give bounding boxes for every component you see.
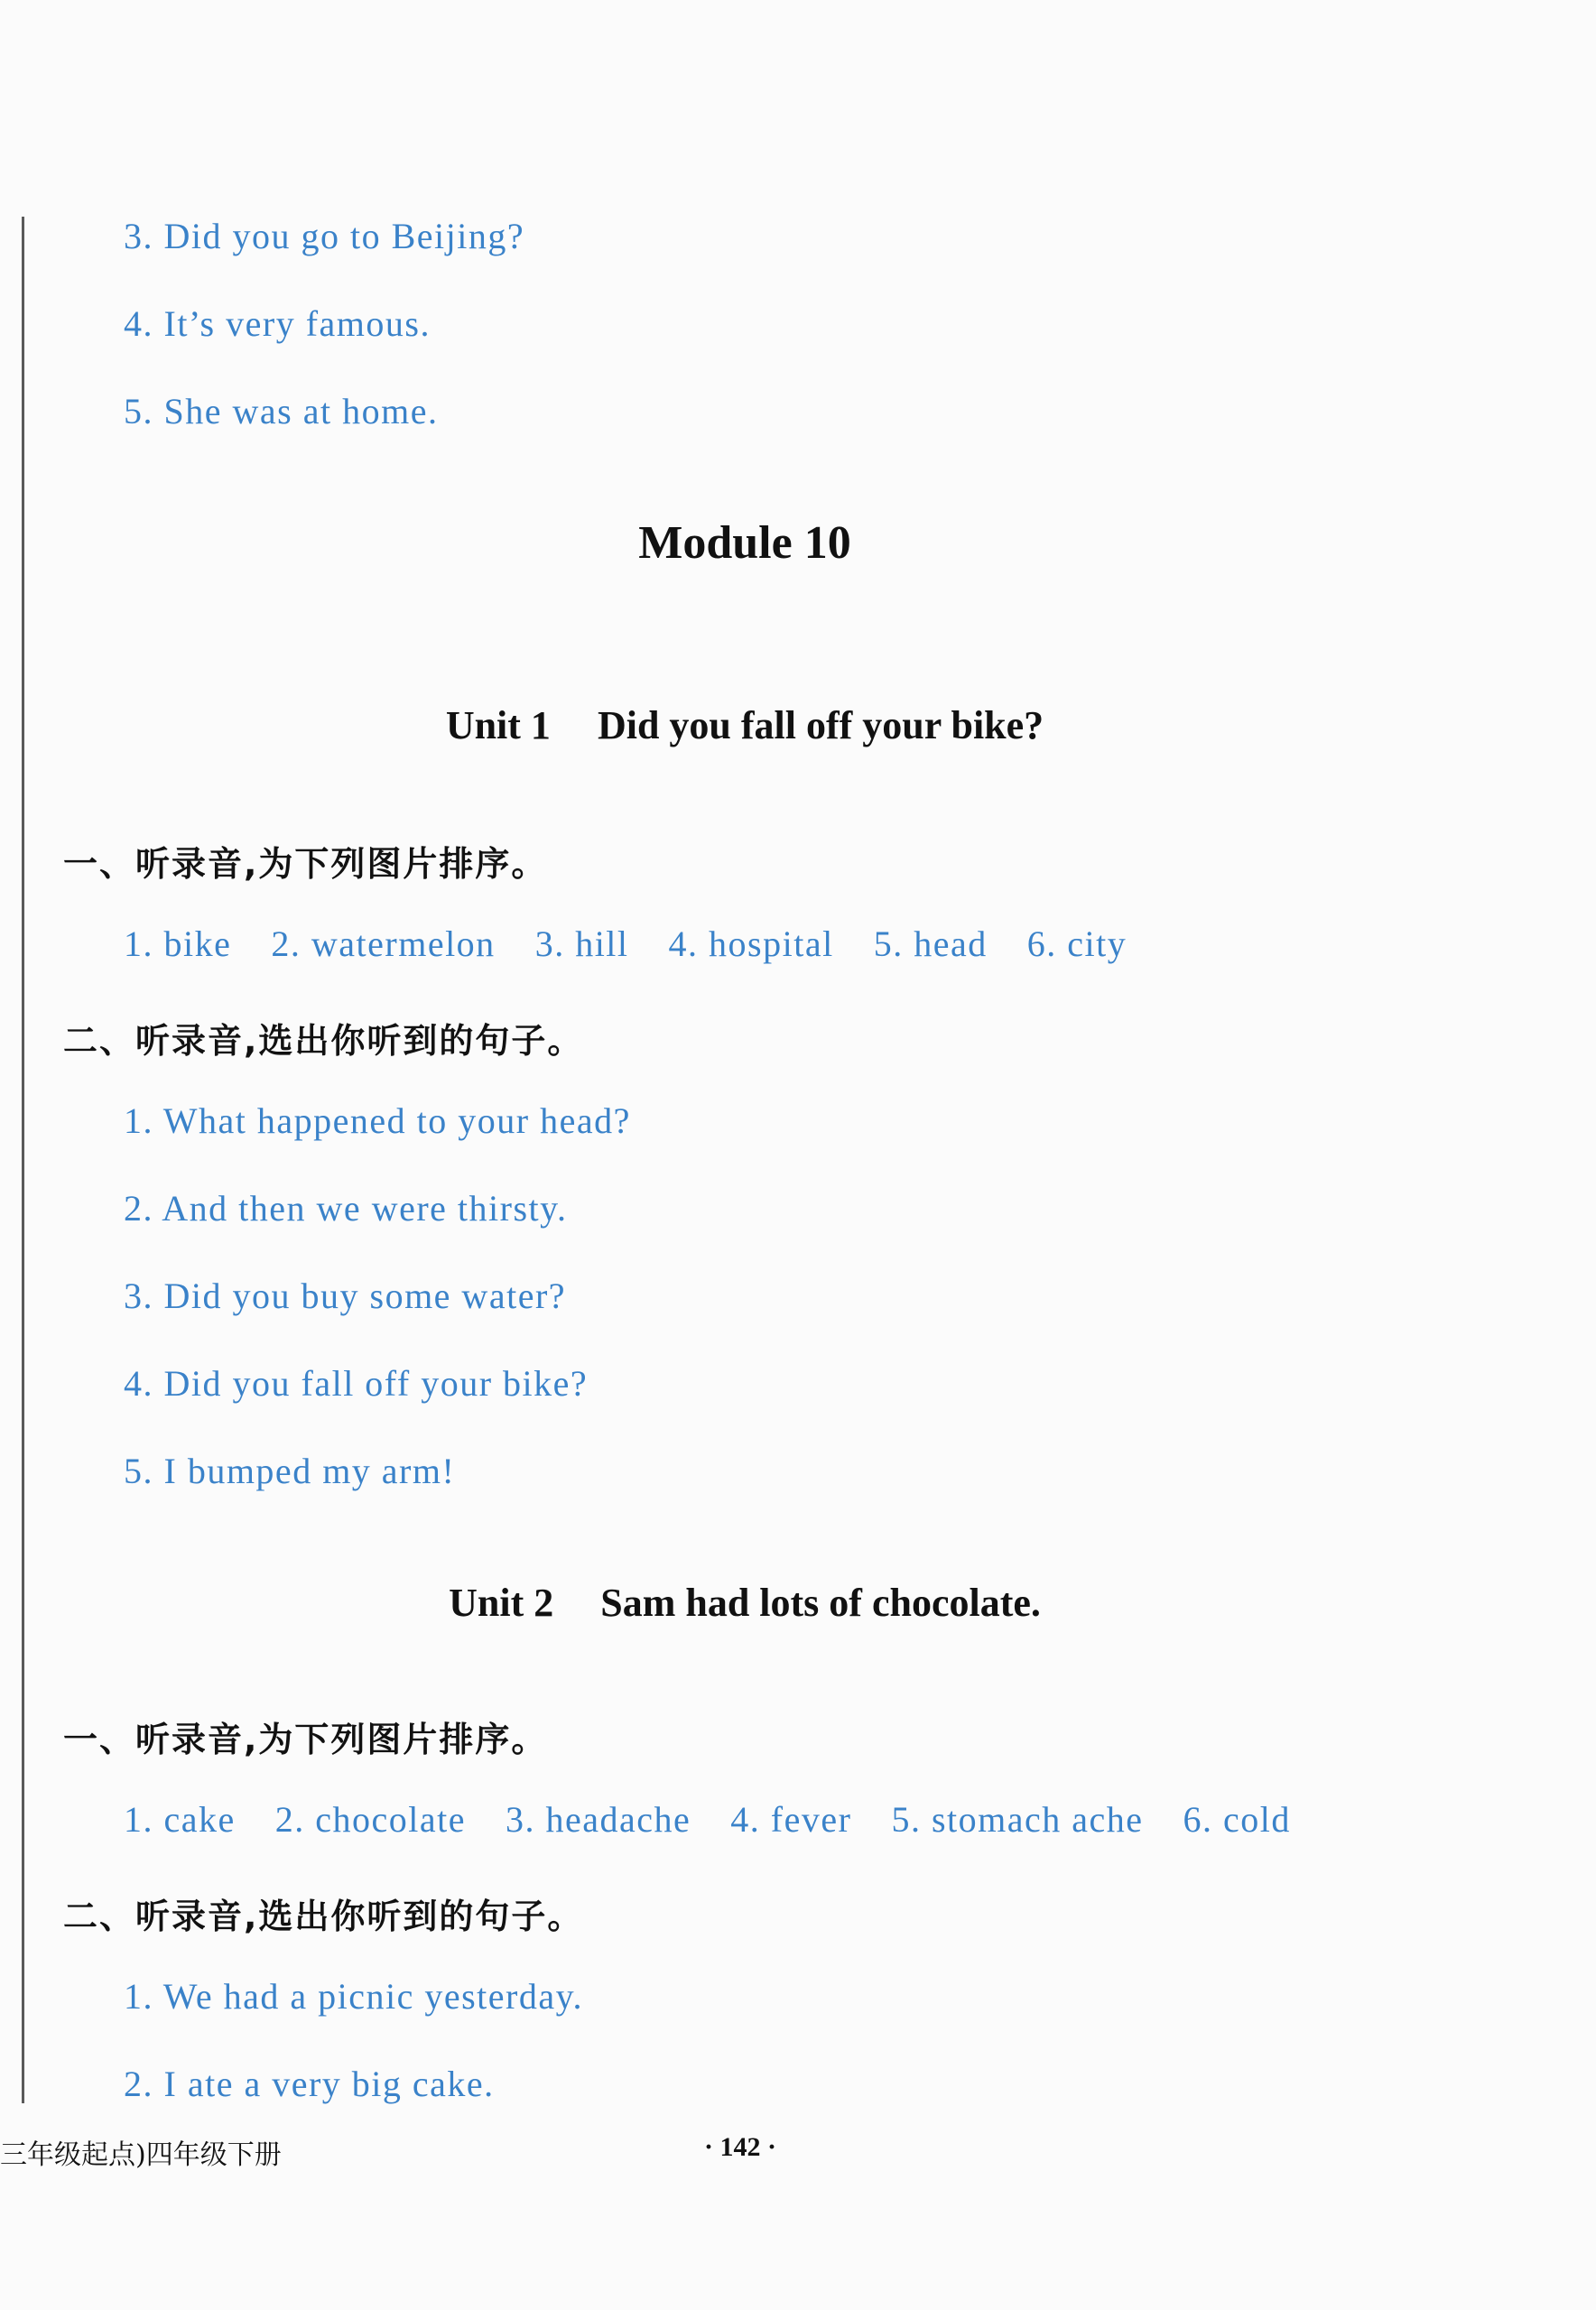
word-item: 2. chocolate [274,1799,467,1840]
unit1-section2-heading: 二、听录音,选出你听到的句子。 [63,1021,584,1061]
unit1-word-list [124,923,1127,965]
sentence-item: 4. Did you fall off your bike? [124,1363,589,1404]
unit2-name: Sam had lots of chocolate. [600,1581,1041,1625]
word-item: 3. headache [506,1799,691,1840]
word-item: 1. bike [124,923,232,964]
unit2-number: Unit 2 [449,1581,554,1625]
page-number: · 142 · [704,2132,777,2162]
word-item: 4. fever [730,1799,852,1840]
word-item: 6. city [1026,923,1127,964]
answer-line: 5. She was at home. [124,391,439,431]
unit2-title [0,1580,1489,1626]
word-item: 5. stomach ache [891,1799,1144,1840]
word-item: 6. cold [1183,1799,1291,1840]
sentence-item: 2. I ate a very big cake. [124,2064,495,2104]
word-item: 4. hospital [668,923,834,964]
word-item: 1. cake [124,1799,236,1840]
unit1-title [0,702,1489,748]
word-item: 2. watermelon [271,923,496,964]
sentence-item: 2. And then we were thirsty. [124,1188,568,1229]
sentence-item: 1. We had a picnic yesterday. [124,1976,583,2017]
sentence-item: 3. Did you buy some water? [124,1276,567,1316]
unit2-section1-heading: 一、听录音,为下列图片排序。 [63,1720,548,1759]
unit1-name: Did you fall off your bike? [597,703,1044,747]
footer-book-info: 三年级起点)四年级下册 [0,2139,282,2171]
module-title: Module 10 [638,517,851,569]
margin-line [22,217,24,2103]
answer-line: 3. Did you go to Beijing? [124,216,525,256]
answer-line: 4. It’s very famous. [124,303,431,344]
unit2-section2-heading: 二、听录音,选出你听到的句子。 [63,1897,584,1936]
unit2-word-list [124,1798,1291,1841]
sentence-item: 5. I bumped my arm! [124,1451,456,1491]
unit1-section1-heading: 一、听录音,为下列图片排序。 [63,844,548,884]
word-item: 5. head [873,923,988,964]
word-item: 3. hill [534,923,629,964]
unit1-number: Unit 1 [445,703,551,747]
sentence-item: 1. What happened to your head? [124,1100,631,1141]
